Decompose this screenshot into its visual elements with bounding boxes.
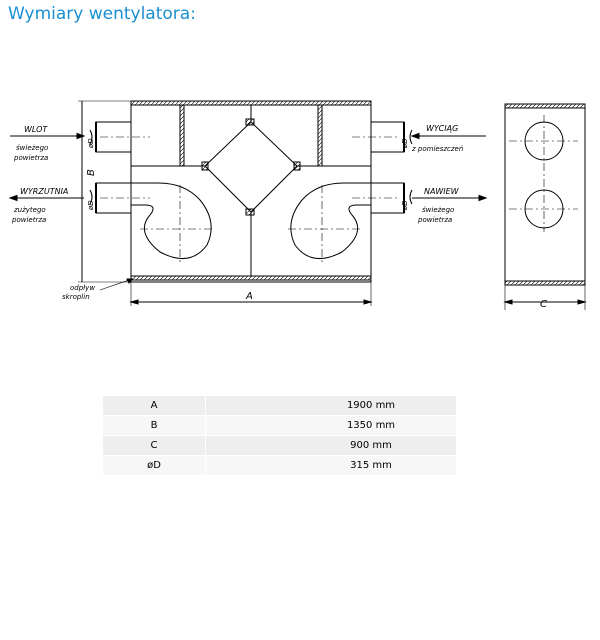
dimension-value: 900 mm [206,436,457,456]
label-nawiew: NAWIEW [424,187,459,196]
label-dim-a: A [246,291,253,302]
front-view [78,101,412,306]
label-dim-d-1: øD [87,138,95,148]
side-view [505,104,585,310]
dimension-value: 1900 mm [206,396,457,416]
label-nawiew-desc-2: powietrza [418,216,453,224]
table-row [103,456,456,476]
table-row [103,396,456,416]
dimension-key: B [103,416,206,436]
table-row [103,416,456,436]
label-wyciag-desc: z pomieszczeń [412,145,464,153]
dimension-value: 1350 mm [206,416,457,436]
label-wyrzutnia-desc-1: zużytego [14,206,46,214]
label-wlot-desc-2: powietrza [14,154,49,162]
page-title: Wymiary wentylatora: [8,4,196,24]
label-dim-d-2: øD [87,200,95,210]
label-dim-b: B [86,169,97,176]
label-odplyw-1: odpływ [70,284,96,292]
label-dim-d-3: øD [401,138,409,148]
dimension-key: C [103,436,206,456]
dimensions-table [103,396,456,476]
table-row [103,436,456,456]
label-wyciag: WYCIĄG [426,124,459,133]
label-odplyw-2: skroplin [62,293,90,301]
label-dim-d-4: øD [401,200,409,210]
label-wlot: WLOT [24,125,48,134]
dimension-key: øD [103,456,206,476]
label-nawiew-desc-1: świeżego [422,206,455,214]
fan-dimension-drawing [0,90,600,320]
label-wyrzutnia: WYRZUTNIA [20,187,69,196]
dimension-key: A [103,396,206,416]
centre-lines [100,115,578,265]
label-wyrzutnia-desc-2: powietrza [12,216,47,224]
label-dim-c: C [540,299,547,310]
dimension-value: 315 mm [206,456,457,476]
label-wlot-desc-1: świeżego [16,144,49,152]
